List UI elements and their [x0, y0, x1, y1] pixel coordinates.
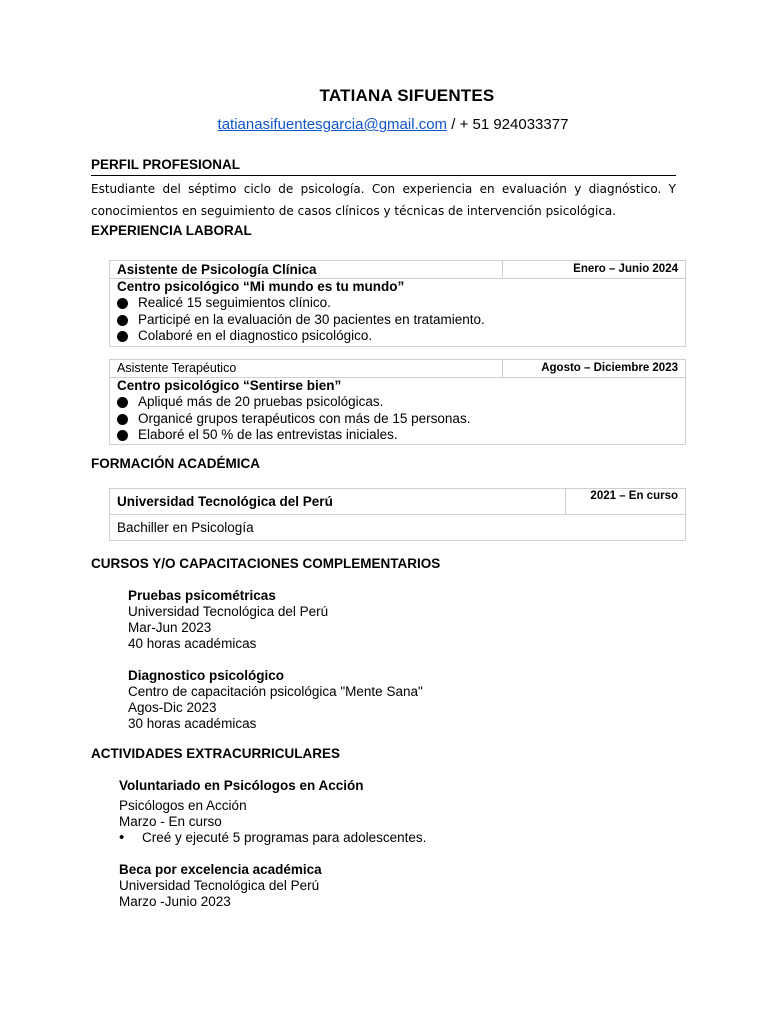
- activity-name: Voluntariado en Psicólogos en Acción: [119, 778, 364, 793]
- email-link[interactable]: tatianasifuentesgarcia@gmail.com: [217, 116, 448, 133]
- job-role: Asistente Terapéutico: [110, 360, 503, 378]
- candidate-name: TATIANA SIFUENTES: [319, 86, 495, 105]
- experience-heading: EXPERIENCIA LABORAL: [91, 223, 252, 238]
- course-hours: 40 horas académicas: [128, 636, 257, 651]
- job-details: [110, 279, 686, 347]
- list-item: Elaboré el 50 % de las entrevistas iniciales.: [117, 427, 678, 444]
- course-entry-2: [128, 668, 423, 732]
- job-entry-2: [109, 359, 686, 445]
- profile-summary: Estudiante del séptimo ciclo de psicología. Con experiencia en evaluación y diagnóstico. Y conocimientos en seguimiento de casos clínicos y técnicas de intervención psicológica.: [91, 182, 676, 218]
- course-hours: 30 horas académicas: [128, 716, 257, 731]
- list-item: Participé en la evaluación de 30 pacientes en tratamiento.: [117, 312, 678, 329]
- job-company: Centro psicológico “Sentirse bien”: [117, 378, 342, 393]
- list-item: • Creé y ejecuté 5 programas para adolescentes.: [119, 830, 426, 846]
- course-name: Pruebas psicométricas: [128, 588, 276, 603]
- course-name: Diagnostico psicológico: [128, 668, 285, 683]
- courses-heading: CURSOS Y/O CAPACITACIONES COMPLEMENTARIOS: [91, 556, 441, 571]
- education-entry: [109, 488, 686, 541]
- education-institution: Universidad Tecnológica del Perú: [110, 489, 566, 515]
- job-period: Agosto – Diciembre 2023: [503, 360, 686, 378]
- list-item: Organicé grupos terapéuticos con más de 15 personas.: [117, 411, 678, 428]
- activity-entry-1: [119, 778, 426, 846]
- contact-line: [0, 116, 768, 133]
- course-dates: Mar-Jun 2023: [128, 620, 212, 635]
- job-details: [110, 378, 686, 445]
- job-company: Centro psicológico “Mi mundo es tu mundo”: [117, 279, 405, 294]
- activity-entry-2: [119, 862, 322, 910]
- job-achievements: [117, 394, 678, 444]
- course-dates: Agos-Dic 2023: [128, 700, 217, 715]
- education-years: 2021 – En curso: [566, 489, 686, 515]
- list-item: Realicé 15 seguimientos clínico.: [117, 295, 678, 312]
- course-provider: Universidad Tecnológica del Perú: [128, 604, 329, 619]
- activity-achievements: [119, 830, 426, 846]
- job-entry-1: [109, 260, 686, 347]
- activity-dates: Marzo -Junio 2023: [119, 894, 231, 909]
- job-role: Asistente de Psicología Clínica: [110, 261, 503, 279]
- job-period: Enero – Junio 2024: [503, 261, 686, 279]
- activity-name: Beca por excelencia académica: [119, 862, 322, 877]
- activities-heading: ACTIVIDADES EXTRACURRICULARES: [91, 746, 341, 761]
- job-achievements: [117, 295, 678, 345]
- activity-org: Psicólogos en Acción: [119, 798, 247, 813]
- course-entry-1: [128, 588, 328, 652]
- education-degree: Bachiller en Psicología: [110, 515, 686, 541]
- education-heading: FORMACIÓN ACADÉMICA: [91, 456, 260, 471]
- course-provider: Centro de capacitación psicológica "Mente Sana": [128, 684, 423, 699]
- profile-heading: PERFIL PROFESIONAL: [91, 157, 241, 172]
- activity-dates: Marzo - En curso: [119, 814, 222, 829]
- phone-number: / + 51 924033377: [447, 116, 569, 133]
- list-item: Colaboré en el diagnostico psicológico.: [117, 328, 678, 345]
- activity-org: Universidad Tecnológica del Perú: [119, 878, 320, 893]
- list-item: Apliqué más de 20 pruebas psicológicas.: [117, 394, 678, 411]
- profile-divider: [91, 175, 676, 176]
